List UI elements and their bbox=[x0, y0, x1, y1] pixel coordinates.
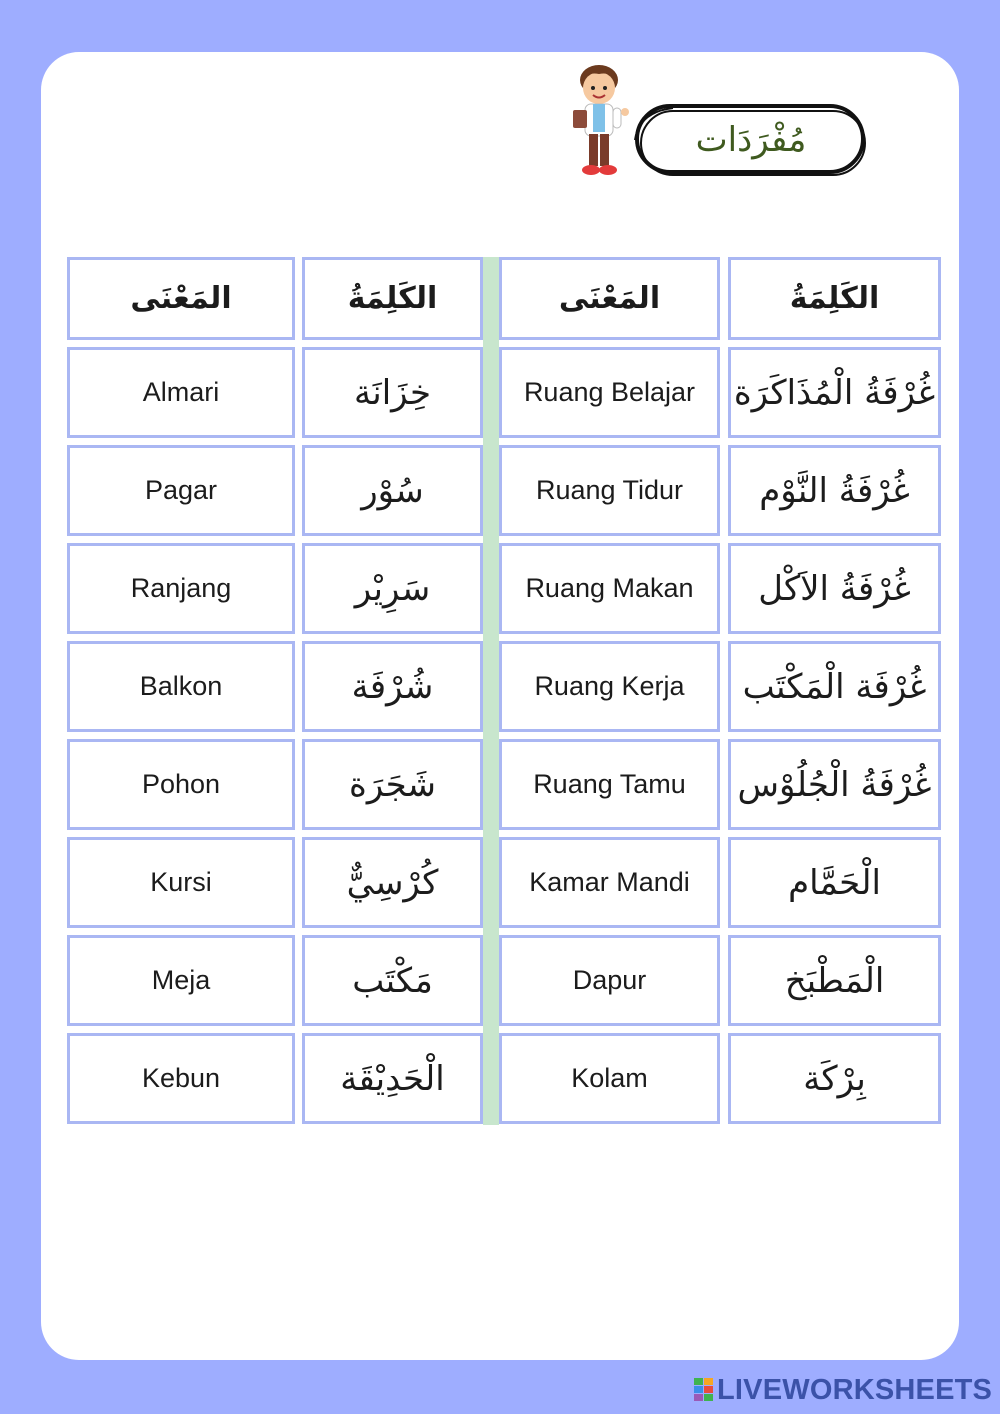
left-word-cell: سَرِيْر bbox=[302, 543, 483, 634]
right-meaning-cell: Ruang Kerja bbox=[499, 641, 720, 732]
left-meaning-cell: Pohon bbox=[67, 739, 295, 830]
right-word-cell: غُرْفَةُ الْمُذَاكَرَة bbox=[728, 347, 941, 438]
header-word-left: الكَلِمَةُ bbox=[302, 257, 483, 340]
liveworksheets-logo-icon bbox=[694, 1378, 714, 1402]
brand-text: LIVEWORKSHEETS bbox=[717, 1373, 993, 1406]
right-meaning-cell: Ruang Belajar bbox=[499, 347, 720, 438]
left-meaning-cell: Ranjang bbox=[67, 543, 295, 634]
title-badge bbox=[633, 102, 869, 178]
right-word-cell: الْمَطْبَخ bbox=[728, 935, 941, 1026]
left-meaning-cell: Almari bbox=[67, 347, 295, 438]
brand-footer bbox=[694, 1374, 992, 1406]
right-word-cell: غُرْفَةُ الاَكْل bbox=[728, 543, 941, 634]
header-meaning-left: المَعْنَى bbox=[67, 257, 295, 340]
right-meaning-cell: Kamar Mandi bbox=[499, 837, 720, 928]
left-meaning-cell: Kebun bbox=[67, 1033, 295, 1124]
left-word-cell: شُرْفَة bbox=[302, 641, 483, 732]
left-word-cell: مَكْتَب bbox=[302, 935, 483, 1026]
right-word-cell: غُرْفَةُ الْجُلُوْس bbox=[728, 739, 941, 830]
page-title: مُفْرَدَات bbox=[695, 120, 807, 160]
left-word-cell: خِزَانَة bbox=[302, 347, 483, 438]
left-word-cell: كُرْسِيٌّ bbox=[302, 837, 483, 928]
left-word-cell: سُوْر bbox=[302, 445, 483, 536]
left-meaning-cell: Pagar bbox=[67, 445, 295, 536]
left-meaning-cell: Balkon bbox=[67, 641, 295, 732]
right-word-cell: بِرْكَة bbox=[728, 1033, 941, 1124]
teacher-mascot-icon bbox=[565, 62, 633, 178]
left-meaning-cell: Kursi bbox=[67, 837, 295, 928]
right-word-cell: الْحَمَّام bbox=[728, 837, 941, 928]
left-word-cell: الْحَدِيْقَة bbox=[302, 1033, 483, 1124]
header-meaning-right: المَعْنَى bbox=[499, 257, 720, 340]
left-meaning-cell: Meja bbox=[67, 935, 295, 1026]
column-divider bbox=[483, 257, 499, 1125]
right-meaning-cell: Ruang Tidur bbox=[499, 445, 720, 536]
left-word-cell: شَجَرَة bbox=[302, 739, 483, 830]
right-meaning-cell: Ruang Makan bbox=[499, 543, 720, 634]
header-word-right: الكَلِمَةُ bbox=[728, 257, 941, 340]
right-meaning-cell: Kolam bbox=[499, 1033, 720, 1124]
right-word-cell: غُرْفَةُ النَّوْم bbox=[728, 445, 941, 536]
right-meaning-cell: Ruang Tamu bbox=[499, 739, 720, 830]
right-word-cell: غُرْفَة الْمَكْتَب bbox=[728, 641, 941, 732]
right-meaning-cell: Dapur bbox=[499, 935, 720, 1026]
